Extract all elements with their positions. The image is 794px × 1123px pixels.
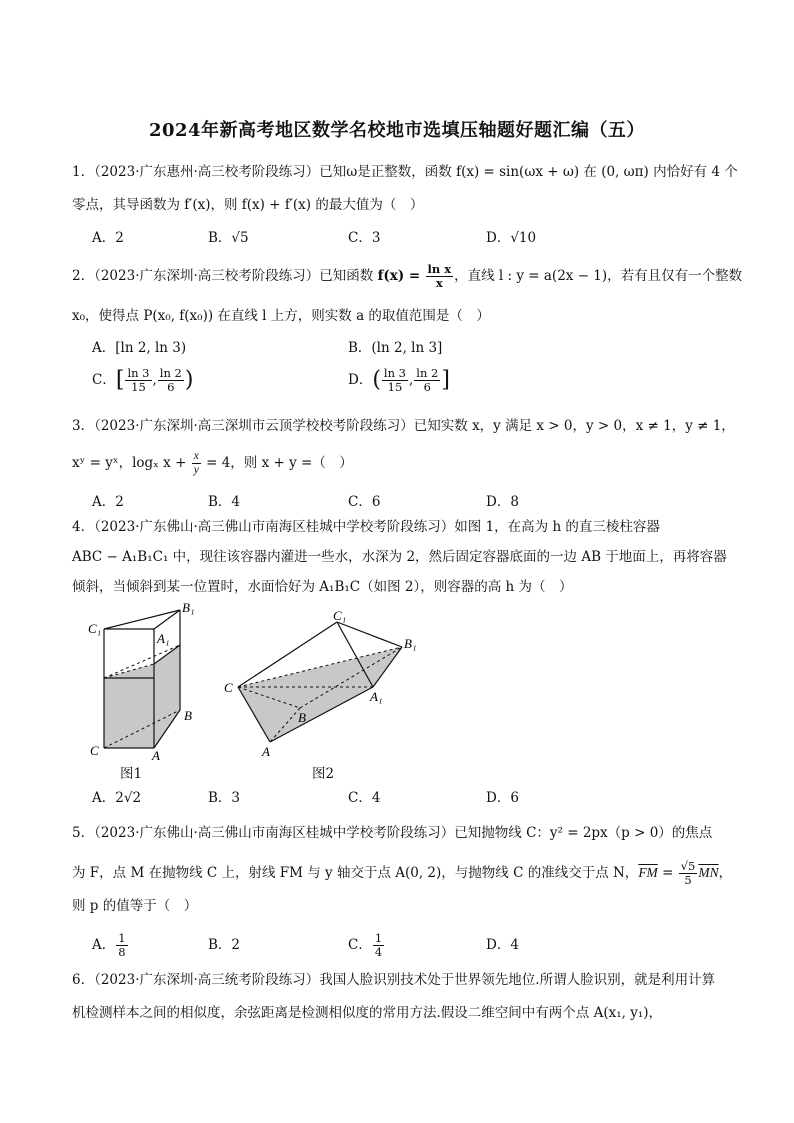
fig1-label-a1: A₁: [157, 631, 170, 646]
q3-frac-den: y: [193, 464, 199, 476]
q2-option-a: A．[ln 2, ln 3): [92, 340, 187, 356]
fig2-label-b1: B₁: [404, 636, 417, 651]
q6-line-1: 6．（2023·广东深圳·高三统考阶段练习）我国人脸识别技术处于世界领先地位.所谓人脸识别，就是利用计算: [72, 972, 716, 988]
q5-c-den: 4: [374, 945, 383, 959]
q4-line-2: ABC − A₁B₁C₁ 中，现往该容器内灌进一些水，水深为 2，然后固定容器底面的一边 AB 于地面上，再将容器: [72, 549, 727, 565]
q5-option-a: [92, 932, 129, 959]
q5-option-c-label: C．: [348, 937, 372, 953]
fig1-label-b1: B₁: [182, 600, 195, 615]
q4-option-a: A．2√2: [92, 790, 142, 806]
q5-vector-fm: $\overline{FM}$: [638, 865, 658, 880]
q4-option-b: B．3: [208, 790, 241, 806]
q2-stem-end: ，直线 l : y = a(2x − 1)，若有且仅有一个整数: [454, 268, 743, 284]
q3-line-2: [72, 450, 353, 477]
q3-option-a: A．2: [92, 494, 124, 510]
q5-line-2: [72, 860, 732, 887]
q4-line-3: 倾斜，当倾斜到某一位置时，水面恰好为 A₁B₁C（如图 2），则容器的高 h 为（ ）: [72, 579, 573, 595]
q2-d-den2: 6: [423, 380, 431, 394]
q2-c-num1: ln 3: [127, 366, 150, 380]
q2-d-den1: 15: [387, 380, 403, 394]
q3-option-b: B．4: [208, 494, 241, 510]
fig1-label-c: C: [90, 743, 99, 758]
fig2-label-c1: C₁: [333, 610, 347, 623]
q5-line-2-end: ，: [718, 865, 733, 881]
fig2-label-b: B: [298, 710, 306, 725]
q4-option-c: C．4: [348, 790, 381, 806]
q2-frac-den: x: [435, 276, 443, 290]
q5-line-3: 则 p 的值等于（ ）: [72, 898, 198, 914]
q5-option-d: D．4: [486, 937, 519, 953]
q4-option-d: D．6: [486, 790, 519, 806]
fig2-label-c: C: [224, 680, 233, 695]
q1-line-2: 零点，其导函数为 f′(x)，则 f(x) + f′(x) 的最大值为（ ）: [72, 197, 424, 213]
q2-d-num2: ln 2: [416, 366, 439, 380]
q2-line-1: [72, 263, 742, 290]
q1-option-c: C．3: [348, 230, 381, 246]
q5-stem: 为 F，点 M 在抛物线 C 上，射线 FM 与 y 轴交于点 A(0, 2)，与抛物线 C 的准线交于点 N，: [72, 865, 639, 881]
q3-stem-start: xʸ = yˣ，logₓ x +: [72, 455, 191, 471]
fig1-label-b: B: [184, 708, 192, 723]
q3-option-c: C．6: [348, 494, 381, 510]
q3-option-d: D．8: [486, 494, 519, 510]
q3-frac-num: x: [193, 450, 199, 462]
q5-coef-num: √5: [680, 859, 696, 873]
page-title: 2024年新高考地区数学名校地市选填压轴题好题汇编（五）: [148, 120, 646, 141]
q1-line-1: 1．（2023·广东惠州·高三校考阶段练习）已知ω是正整数，函数 f(x) = sin(ωx + ω) 在 (0, ωπ) 内恰好有 4 个: [72, 164, 738, 180]
fig2-label-a: A: [262, 744, 270, 759]
q2-c-den1: 15: [131, 380, 146, 394]
figure-1-prism: [80, 600, 210, 770]
q5-equals: =: [657, 865, 678, 881]
fig2-label-a1: A₁: [370, 689, 383, 704]
q2-option-c: C．[ $\frac{\ln 3}{15}$ , $\frac{\ln 2}{6}$ ): [92, 366, 194, 394]
q3-stem-end: = 4，则 x + y =（ ）: [201, 455, 353, 471]
q3-line-1: 3．（2023·广东深圳·高三深圳市云顶学校校考阶段练习）已知实数 x，y 满足 x > 0，y > 0，x ≠ 1，y ≠ 1，: [72, 418, 735, 434]
q2-fraction: [426, 263, 454, 290]
q5-a-num: 1: [118, 931, 126, 945]
q2-c-den2: 6: [167, 380, 175, 394]
q2-stem-start: 2．（2023·广东深圳·高三校考阶段练习）已知函数: [72, 268, 378, 284]
q2-option-c-label: C．: [92, 372, 116, 388]
q2-option-d: D．( $\frac{\ln 3}{15}$ , $\frac{\ln 2}{6}$ ]: [348, 366, 450, 394]
q5-option-c: [348, 932, 385, 959]
q2-line-2: x₀，使得点 P(x₀, f(x₀)) 在直线 l 上方，则实数 a 的取值范围是（ ）: [72, 308, 490, 324]
q2-d-num1: ln 3: [383, 366, 406, 380]
fig1-label-a: A: [152, 748, 160, 763]
q5-option-b: B．2: [208, 937, 241, 953]
q1-option-d: D．√10: [486, 230, 537, 246]
q6-line-2: 机检测样本之间的相似度，余弦距离是检测相似度的常用方法.假设二维空间中有两个点 A(x₁, y₁)，: [72, 1005, 663, 1021]
q4-line-1: 4．（2023·广东佛山·高三佛山市南海区桂城中学校考阶段练习）如图 1，在高为 h 的直三棱柱容器: [72, 519, 660, 535]
figure-2-tilted-prism: [220, 610, 430, 760]
fig1-label-c1: C₁: [88, 621, 102, 636]
q5-coef-den: 5: [684, 873, 692, 887]
q5-c-num: 1: [374, 931, 383, 945]
q2-option-d-label: D．: [348, 372, 373, 388]
q5-option-a-label: A．: [92, 937, 116, 953]
q1-option-b: B．√5: [208, 230, 249, 246]
q2-c-num2: ln 2: [159, 366, 182, 380]
q2-frac-num: ln x: [427, 262, 452, 276]
figure-1-caption: 图1: [120, 766, 143, 782]
figure-2-caption: 图2: [312, 766, 335, 782]
q1-option-a: A．2: [92, 230, 124, 246]
q2-option-b: B．(ln 2, ln 3]: [348, 340, 443, 356]
q5-line-1: 5．（2023·广东佛山·高三佛山市南海区桂城中学校考阶段练习）已知抛物线 C：y² = 2px（p > 0）的焦点: [72, 825, 713, 841]
q5-vector-mn: $\overline{MN}$: [698, 865, 719, 880]
q2-function: f(x) =: [377, 268, 421, 284]
q5-a-den: 8: [118, 945, 126, 959]
